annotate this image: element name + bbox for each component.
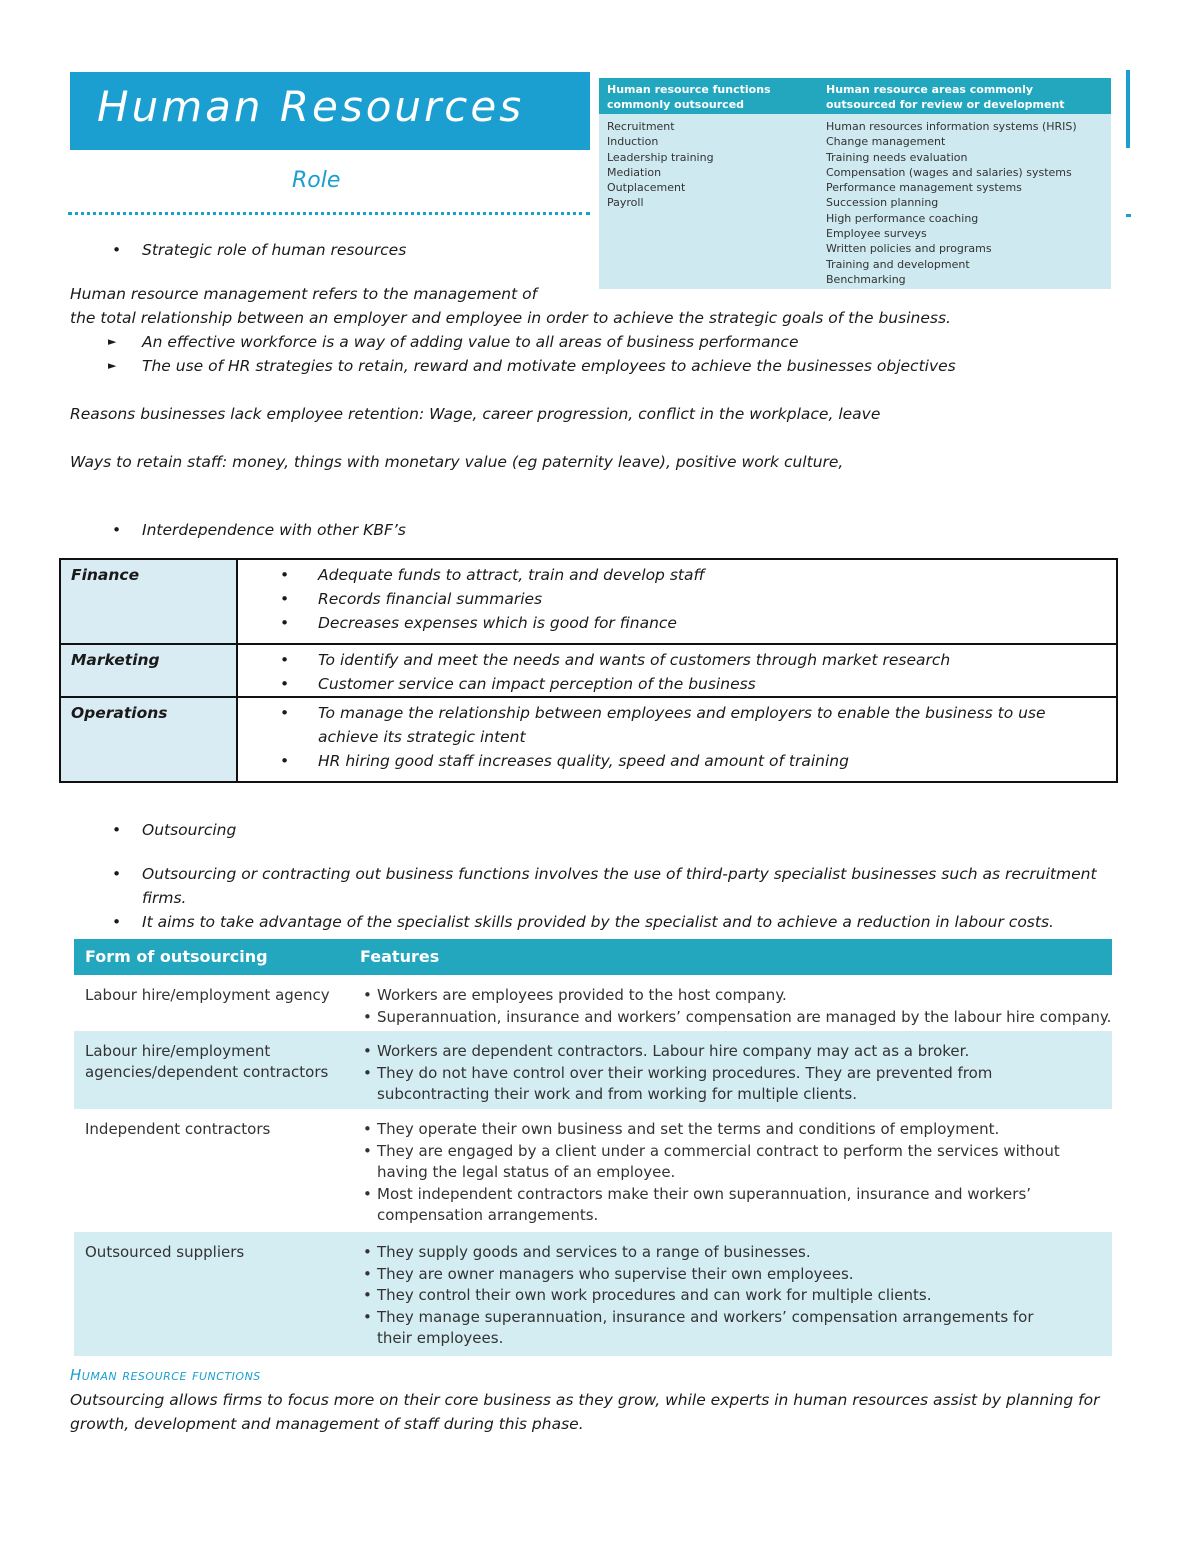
list-item: • Decreases expenses which is good for finance: [318, 611, 1116, 635]
hr-table-item: Recruitment: [607, 120, 675, 133]
outsourcing-point: Outsourcing or contracting out business functions involves the use of third-party specialist businesses such as recruitment firms.: [142, 865, 1097, 907]
bullet-dot: •: [112, 241, 122, 259]
hr-table-item: Training and development: [826, 257, 970, 271]
list-item: • They are owner managers who supervise their own employees.: [377, 1264, 1072, 1286]
outsourcing-forms-table: [74, 939, 1112, 1356]
table-row: [60, 559, 1117, 644]
outsourcing-form-name: Labour hire/employment agencies/dependent contractors: [85, 1042, 329, 1081]
list-item: • They do not have control over their working procedures. They are prevented from subcontracting their work and from working for multiple clients.: [377, 1063, 1102, 1106]
hr-table-item: High performance coaching: [826, 211, 979, 225]
table-header: [74, 939, 1112, 975]
list-item: • They are engaged by a client under a commercial contract to perform the services without having the legal status of an employee.: [377, 1141, 1102, 1184]
list-item: • To identify and meet the needs and wants of customers through market research: [318, 648, 1116, 672]
margin-accent-bar: [1126, 70, 1130, 148]
kbf-label: Finance: [60, 559, 237, 644]
retain-ways: Ways to retain staff: money, things with monetary value (eg paternity leave), positive work culture,: [70, 453, 844, 471]
hr-table-item: Leadership training: [607, 150, 714, 164]
arrow-bullet-icon: ►: [108, 359, 117, 372]
bullet-dot: •: [112, 865, 122, 883]
col-header-form: Form of outsourcing: [85, 947, 268, 966]
list-item: • Records financial summaries: [318, 587, 1116, 611]
kbf-cell: [237, 697, 1117, 782]
hr-table-item: Performance management systems: [826, 181, 1022, 195]
hr-table-item: Benchmarking: [826, 272, 906, 286]
hr-table-col2-header: Human resource areas commonly outsourced for review or development: [826, 83, 1065, 111]
outsourcing-form-name: Outsourced suppliers: [85, 1243, 245, 1261]
bullet-dot: •: [112, 913, 122, 931]
table-row: [60, 644, 1117, 697]
table-row: [74, 1031, 1112, 1109]
list-item: • Most independent contractors make their own superannuation, insurance and workers’ compensation arrangements.: [377, 1184, 1102, 1227]
list-item: • Superannuation, insurance and workers’ compensation are managed by the labour hire company.: [377, 1007, 1112, 1029]
outsourcing-form-name: Independent contractors: [85, 1120, 271, 1138]
hr-table-col1-header: Human resource functions commonly outsourced: [607, 83, 771, 111]
page-title: Human Resources: [97, 82, 525, 131]
hr-table-item: Succession planning: [826, 196, 939, 210]
hr-functions-heading: Human resource functions: [70, 1366, 261, 1384]
strategic-point: An effective workforce is a way of adding value to all areas of business performance: [142, 333, 799, 351]
outsourcing-heading: Outsourcing: [142, 821, 237, 839]
hr-table-item: Mediation: [607, 165, 662, 179]
hr-table-item: Written policies and programs: [826, 242, 992, 256]
table-row: [60, 697, 1117, 782]
hr-functions-text: Outsourcing allows firms to focus more on their core business as they grow, while experts in human resources assist by planning for growth, development and management of staff during this phase.: [70, 1391, 1100, 1433]
hr-table-item: Compensation (wages and salaries) systems: [826, 165, 1072, 179]
kbf-cell: [237, 559, 1117, 644]
kbf-table: [59, 558, 1118, 783]
hr-table-item: Outplacement: [607, 181, 686, 195]
bullet-dot: •: [112, 821, 122, 839]
hr-outsourced-table: [599, 78, 1111, 289]
list-item: • Customer service can impact perception of the business: [318, 672, 1116, 696]
kbf-cell: [237, 644, 1117, 697]
page-subtitle: Role: [292, 168, 341, 193]
list-item: • They supply goods and services to a range of businesses.: [377, 1242, 1072, 1264]
hr-table-item: Change management: [826, 135, 946, 149]
hrm-definition-line1: Human resource management refers to the management of: [70, 285, 538, 303]
hr-table-header: [599, 78, 1111, 114]
list-item: • They manage superannuation, insurance and workers’ compensation arrangements for their employees.: [377, 1307, 1072, 1350]
list-item: • They control their own work procedures and can work for multiple clients.: [377, 1285, 1072, 1307]
kbf-label: Operations: [60, 697, 237, 782]
list-item: • Workers are dependent contractors. Labour hire company may act as a broker.: [377, 1041, 1102, 1063]
hr-table-item: Induction: [607, 135, 659, 149]
list-item: • To manage the relationship between employees and employers to enable the business to use achieve its strategic intent: [318, 701, 1056, 749]
strategic-heading: Strategic role of human resources: [142, 241, 407, 259]
list-item: • Adequate funds to attract, train and develop staff: [318, 563, 1116, 587]
hr-table-col1: [607, 119, 714, 211]
hrm-definition-line2: the total relationship between an employer and employee in order to achieve the strategic goals of the business.: [70, 309, 951, 327]
title-banner: [70, 72, 590, 150]
table-row: [74, 1232, 1112, 1356]
hr-table-item: Payroll: [607, 196, 644, 210]
table-row: [74, 975, 1112, 1031]
hr-table-item: Employee surveys: [826, 227, 927, 241]
outsourcing-form-name: Labour hire/employment agency: [85, 986, 330, 1004]
bullet-dot: •: [112, 521, 122, 539]
hr-table-item: Human resources information systems (HRIS): [826, 120, 1077, 133]
strategic-point: The use of HR strategies to retain, reward and motivate employees to achieve the businesses objectives: [142, 357, 956, 375]
retention-reasons: Reasons businesses lack employee retention: Wage, career progression, conflict in the workplace, leave: [70, 405, 881, 423]
list-item: • Workers are employees provided to the host company.: [377, 985, 1112, 1007]
hr-table-col2: [826, 119, 1077, 287]
kbf-label: Marketing: [60, 644, 237, 697]
arrow-bullet-icon: ►: [108, 335, 117, 348]
kbf-heading: Interdependence with other KBF’s: [142, 521, 406, 539]
col-header-features: Features: [360, 947, 440, 966]
outsourcing-point: It aims to take advantage of the specialist skills provided by the specialist and to achieve a reduction in labour costs.: [142, 913, 1054, 931]
list-item: • HR hiring good staff increases quality, speed and amount of training: [318, 749, 1056, 773]
table-row: [74, 1109, 1112, 1232]
list-item: • They operate their own business and set the terms and conditions of employment.: [377, 1119, 1102, 1141]
dotted-divider: [68, 212, 590, 219]
hr-table-item: Training needs evaluation: [826, 150, 968, 164]
margin-accent-mark: [1126, 214, 1131, 217]
